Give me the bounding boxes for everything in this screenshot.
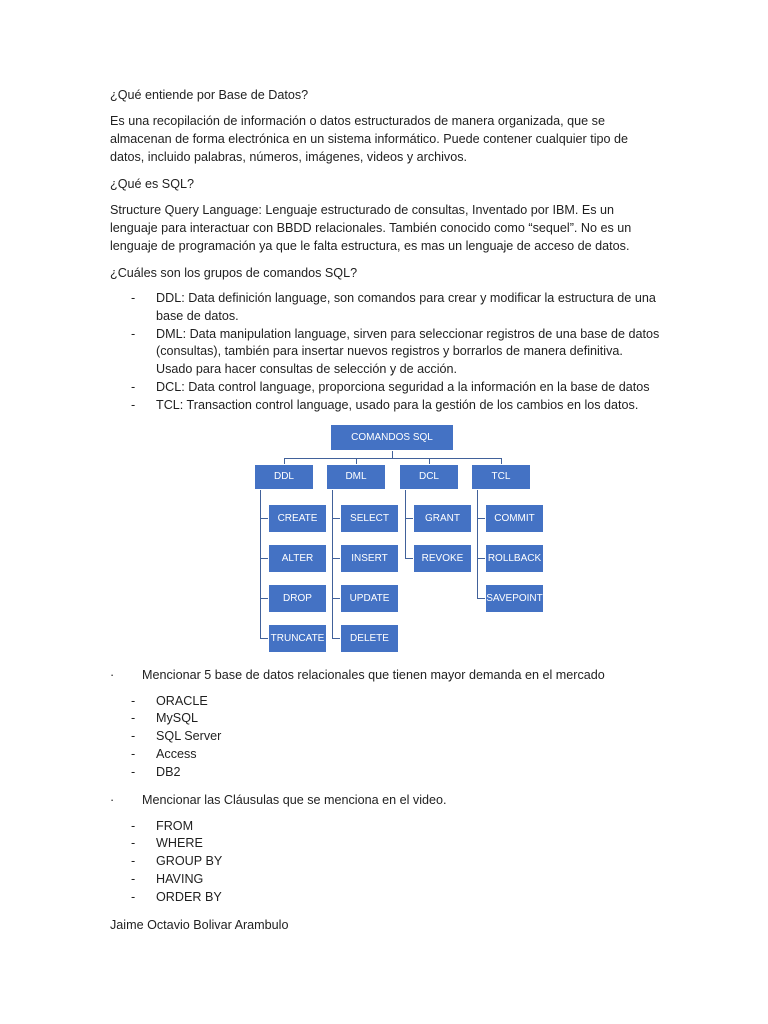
- diagram-item-alter: ALTER: [268, 544, 327, 573]
- list-item: - Access: [131, 746, 197, 761]
- diagram-item-truncate: TRUNCATE: [268, 624, 327, 653]
- question-command-groups: ¿Cuáles son los grupos de comandos SQL?: [110, 266, 358, 280]
- list-item: - ORACLE: [131, 693, 208, 708]
- sql-commands-diagram: [110, 424, 662, 654]
- diagram-item-grant: GRANT: [413, 504, 472, 533]
- databases-list: [110, 693, 662, 782]
- question-clauses: · Mencionar las Cláusulas que se menciona en el video.: [110, 792, 447, 807]
- diagram-item-commit: COMMIT: [485, 504, 544, 533]
- diagram-item-update: UPDATE: [340, 584, 399, 613]
- diagram-item-insert: INSERT: [340, 544, 399, 573]
- command-groups-list: [110, 290, 662, 415]
- connector-line: [260, 490, 261, 639]
- list-item: - DDL: Data definición language, son comandos para crear y modificar la estructura de una base de datos.: [131, 291, 656, 323]
- question-databases: · Mencionar 5 base de datos relacionales que tienen mayor demanda en el mercado: [110, 667, 605, 682]
- diagram-item-revoke: REVOKE: [413, 544, 472, 573]
- diagram-item-select: SELECT: [340, 504, 399, 533]
- diagram-item-rollback: ROLLBACK: [485, 544, 544, 573]
- connector-line: [260, 598, 268, 599]
- clauses-list: [110, 818, 662, 907]
- document-page: [110, 86, 662, 934]
- diagram-root-node: COMANDOS SQL: [330, 424, 454, 451]
- connector-line: [260, 558, 268, 559]
- connector-line: [332, 558, 340, 559]
- list-item: - ORDER BY: [131, 889, 222, 904]
- list-item: - MySQL: [131, 711, 198, 726]
- list-item: - WHERE: [131, 836, 203, 851]
- connector-line: [477, 518, 485, 519]
- diagram-group-ddl: DDL: [254, 464, 314, 490]
- list-item: - HAVING: [131, 871, 204, 886]
- question-sql: ¿Qué es SQL?: [110, 177, 194, 191]
- answer-sql: Structure Query Language: Lenguaje estructurado de consultas, Inventado por IBM. Es un lenguaje para interactuar con BBDD relacionales. También conocido como “sequel”. No es un lenguaje de programación ya que le falta estructura, es mas un lenguaje de acceso de datos.: [110, 203, 632, 253]
- connector-line: [477, 598, 485, 599]
- connector-line: [392, 451, 393, 458]
- connector-line: [405, 518, 413, 519]
- list-item: - SQL Server: [131, 729, 222, 744]
- list-item: - GROUP BY: [131, 854, 223, 869]
- connector-line: [332, 638, 340, 639]
- diagram-item-drop: DROP: [268, 584, 327, 613]
- list-item: - DCL: Data control language, proporciona seguridad a la información en la base de datos: [131, 379, 650, 394]
- connector-line: [477, 558, 485, 559]
- connector-line: [284, 458, 501, 459]
- connector-line: [260, 518, 268, 519]
- list-item: - DB2: [131, 764, 181, 779]
- connector-line: [332, 490, 333, 639]
- author-name: Jaime Octavio Bolivar Arambulo: [110, 917, 289, 932]
- list-item: - TCL: Transaction control language, usado para la gestión de los cambios en los datos.: [131, 397, 639, 412]
- connector-line: [405, 490, 406, 559]
- connector-line: [332, 518, 340, 519]
- connector-line: [332, 598, 340, 599]
- diagram-group-dml: DML: [326, 464, 386, 490]
- diagram-group-dcl: DCL: [399, 464, 459, 490]
- diagram-item-create: CREATE: [268, 504, 327, 533]
- diagram-item-delete: DELETE: [340, 624, 399, 653]
- connector-line: [405, 558, 413, 559]
- connector-line: [260, 638, 268, 639]
- list-item: - FROM: [131, 818, 194, 833]
- question-database: ¿Qué entiende por Base de Datos?: [110, 88, 309, 102]
- connector-line: [477, 490, 478, 599]
- list-item: - DML: Data manipulation language, sirven para seleccionar registros de una base de datos (consultas), también para insertar nuevos registros y borrarlos de manera definitiva. Usado para hacer consultas de selección y de acción.: [131, 326, 660, 377]
- diagram-item-savepoint: SAVEPOINT: [485, 584, 544, 613]
- answer-database: Es una recopilación de información o datos estructurados de manera organizada, que se almacenan de forma electrónica en un sistema informático. Puede contener cualquier tipo de datos, incluido palabras, números, imágenes, videos y archivos.: [110, 114, 629, 164]
- diagram-group-tcl: TCL: [471, 464, 531, 490]
